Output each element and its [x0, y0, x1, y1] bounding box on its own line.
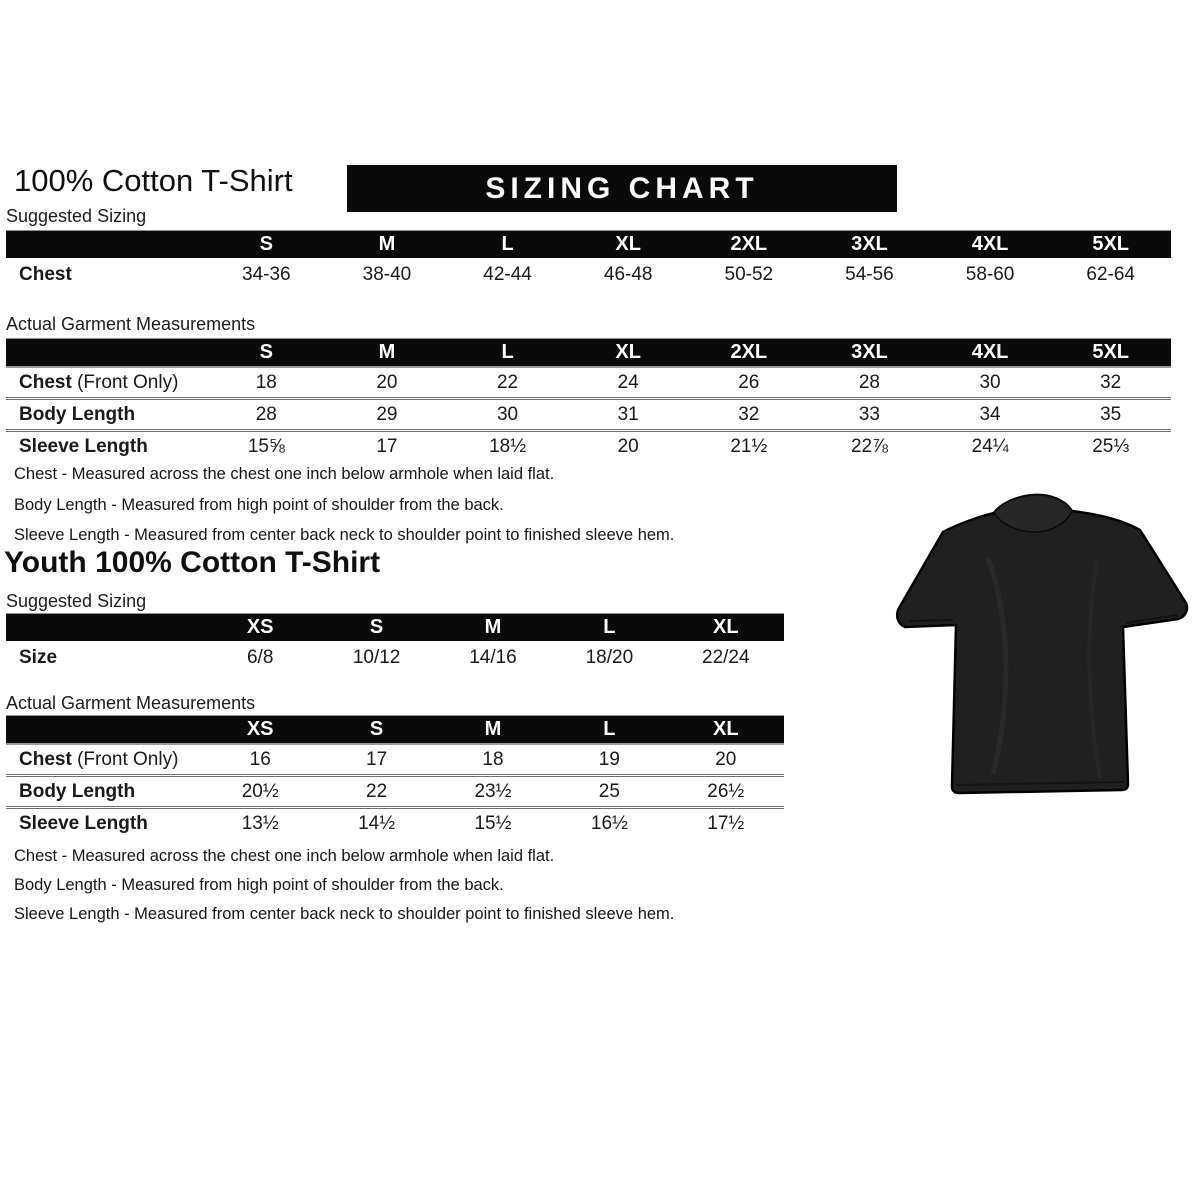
header-row: [6, 716, 784, 745]
corner-cell: [6, 716, 202, 745]
tshirt-body: [897, 495, 1187, 793]
cell: 22: [318, 776, 434, 808]
note-line: Body Length - Measured from high point of shoulder from the back.: [14, 876, 504, 894]
size-column-header: L: [447, 231, 568, 259]
row-label-text: Sleeve Length: [19, 812, 148, 834]
cell: 25: [551, 776, 667, 808]
cell: 19: [551, 744, 667, 776]
row-label-text: Body Length: [19, 780, 136, 802]
youth-actual-measurements-label: Actual Garment Measurements: [6, 693, 256, 713]
size-column-header: 2XL: [689, 231, 810, 259]
cell: 22⅞: [850, 435, 888, 457]
row-label-text: Chest: [19, 371, 72, 393]
size-column-header: S: [206, 231, 327, 259]
table-row: [6, 431, 1171, 462]
cell: 16½: [590, 812, 628, 834]
size-column-header: M: [435, 716, 551, 745]
corner-cell: [6, 339, 206, 368]
cell: 17½: [707, 812, 745, 834]
cell: 32: [689, 399, 810, 431]
cell: 26: [689, 367, 810, 399]
size-column-header: 5XL: [1050, 231, 1171, 259]
size-column-header: 4XL: [930, 231, 1051, 259]
row-label: [6, 744, 202, 776]
size-column-header: L: [551, 716, 667, 745]
row-label: [6, 641, 202, 674]
cell: 24: [568, 367, 689, 399]
row-label: [6, 399, 206, 431]
note-line: Sleeve Length - Measured from center back neck to shoulder point to finished sleeve hem.: [14, 905, 675, 923]
tshirt-image: [890, 486, 1192, 808]
note-line: Body Length - Measured from high point of shoulder from the back.: [14, 495, 504, 514]
note-line: Chest - Measured across the chest one inch below armhole when laid flat.: [14, 847, 555, 865]
row-label: [6, 258, 206, 291]
corner-cell: [6, 231, 206, 259]
cell: 25⅓: [1092, 435, 1130, 457]
note-line: Chest - Measured across the chest one inch below armhole when laid flat.: [14, 465, 555, 483]
size-column-header: L: [551, 614, 667, 642]
youth-measurement-notes: [14, 842, 674, 929]
row-label: [6, 808, 202, 839]
size-column-header: S: [206, 339, 327, 368]
cell: 18/20: [585, 646, 634, 668]
youth-suggested-sizing-label: Suggested Sizing: [6, 591, 147, 611]
cell: 10/12: [352, 646, 401, 668]
cell: 24¼: [971, 435, 1009, 457]
cell: 29: [327, 399, 448, 431]
cell: 20: [668, 744, 784, 776]
cell: 32: [1050, 367, 1171, 399]
note-line: Sleeve Length - Measured from center back neck to shoulder point to finished sleeve hem.: [14, 526, 675, 544]
row-label: [6, 776, 202, 808]
cell: 15⅝: [247, 435, 285, 457]
cell: 33: [809, 399, 930, 431]
table-row: [6, 808, 784, 839]
size-column-header: 3XL: [809, 231, 930, 259]
cell: 46-48: [603, 263, 653, 285]
table-row: [6, 641, 784, 674]
tshirt-sleeve-hem: [909, 620, 953, 621]
header-row: [6, 231, 1171, 259]
cell: 15½: [474, 812, 512, 834]
size-column-header: 3XL: [809, 339, 930, 368]
header-row: [6, 614, 784, 642]
cell: 30: [930, 367, 1051, 399]
cell: 62-64: [1086, 263, 1135, 285]
cell: 14½: [358, 812, 396, 834]
cell: 38-40: [362, 263, 412, 285]
table-row: [6, 744, 784, 776]
cell: 17: [376, 435, 398, 457]
cell: 20: [327, 367, 448, 399]
size-column-header: XL: [568, 231, 689, 259]
row-label: [6, 431, 206, 462]
row-label-note: (Front Only): [71, 371, 179, 393]
size-column-header: S: [318, 614, 434, 642]
size-column-header: 5XL: [1050, 339, 1171, 368]
table-row: [6, 776, 784, 808]
table-row: [6, 399, 1171, 431]
cell: 42-44: [483, 263, 532, 285]
cell: 21½: [730, 435, 768, 457]
table-row: [6, 367, 1171, 399]
cell: 18: [206, 367, 327, 399]
size-column-header: XL: [568, 339, 689, 368]
row-label-text: Chest: [19, 748, 72, 770]
corner-cell: [6, 614, 202, 642]
cell: 50-52: [724, 263, 774, 285]
row-label-text: Chest: [19, 263, 72, 285]
size-column-header: XS: [202, 614, 318, 642]
cell: 20: [617, 435, 639, 457]
cell: 22: [447, 367, 568, 399]
size-column-header: S: [318, 716, 434, 745]
header-row: [6, 339, 1171, 368]
adult-actual-measurements-label: Actual Garment Measurements: [6, 314, 256, 334]
youth-section-title: Youth 100% Cotton T-Shirt: [4, 546, 381, 579]
size-column-header: XS: [202, 716, 318, 745]
size-column-header: M: [327, 339, 448, 368]
sizing-chart-banner: SIZING CHART: [347, 165, 897, 212]
size-column-header: M: [435, 614, 551, 642]
youth-suggested-sizing-table: [6, 613, 784, 674]
cell: 16: [202, 744, 318, 776]
row-label-text: Sleeve Length: [19, 435, 148, 457]
cell: 28: [206, 399, 327, 431]
adult-suggested-sizing-table: [6, 230, 1171, 291]
row-label-note: (Front Only): [71, 748, 179, 770]
cell: 20½: [202, 776, 318, 808]
cell: 58-60: [965, 263, 1015, 285]
row-label: [6, 367, 206, 399]
cell: 18: [435, 744, 551, 776]
adult-actual-measurements-table: [6, 338, 1171, 461]
youth-actual-measurements-table: [6, 715, 784, 838]
cell: 31: [568, 399, 689, 431]
size-column-header: XL: [668, 716, 784, 745]
cell: 34-36: [242, 263, 291, 285]
cell: 14/16: [469, 646, 517, 668]
size-column-header: L: [447, 339, 568, 368]
size-column-header: 2XL: [689, 339, 810, 368]
cell: 22/24: [702, 646, 750, 668]
size-column-header: XL: [668, 614, 784, 642]
cell: 26½: [668, 776, 784, 808]
cell: 28: [809, 367, 930, 399]
adult-section-title: 100% Cotton T-Shirt: [14, 163, 293, 198]
cell: 34: [930, 399, 1051, 431]
adult-suggested-sizing-label: Suggested Sizing: [6, 206, 147, 226]
cell: 6/8: [246, 646, 274, 668]
row-label-text: Body Length: [19, 403, 136, 425]
cell: 18½: [489, 435, 527, 457]
table-row: [6, 258, 1171, 291]
size-column-header: M: [327, 231, 448, 259]
cell: 13½: [241, 812, 279, 834]
row-label-text: Size: [19, 646, 58, 668]
cell: 54-56: [845, 263, 894, 285]
cell: 17: [318, 744, 434, 776]
cell: 30: [447, 399, 568, 431]
size-column-header: 4XL: [930, 339, 1051, 368]
cell: 35: [1050, 399, 1171, 431]
adult-measurement-notes: [14, 459, 674, 551]
cell: 23½: [435, 776, 551, 808]
